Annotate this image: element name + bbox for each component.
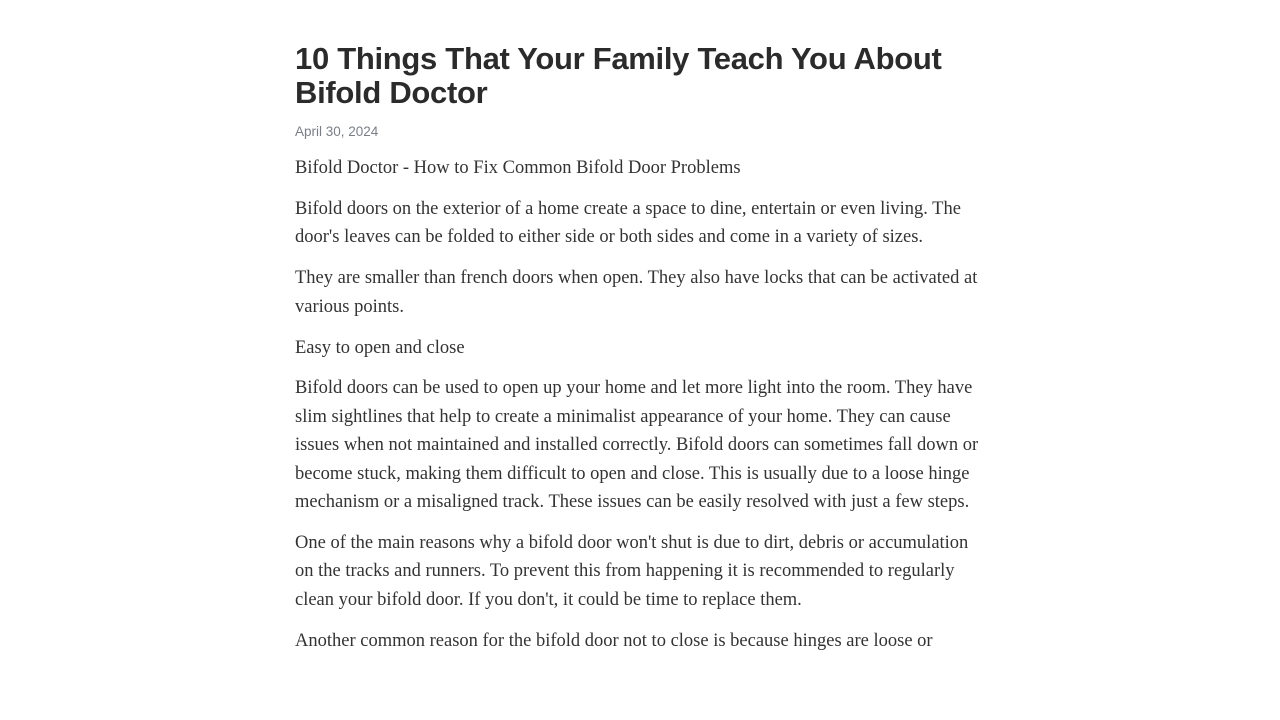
paragraph: One of the main reasons why a bifold door won't shut is due to dirt, debris or accumulation on the tracks and runners. To prevent this from happening it is recommended to regularly clean your bifold door. If you don't, it could be time to replace them. bbox=[295, 532, 969, 610]
paragraph-subtitle: Bifold Doctor - How to Fix Common Bifold Door Problems bbox=[295, 158, 741, 178]
article-title: 10 Things That Your Family Teach You About Bifold Doctor bbox=[295, 41, 942, 110]
paragraph-heading: Easy to open and close bbox=[295, 337, 465, 358]
paragraph: They are smaller than french doors when open. They also have locks that can be activated at various points. bbox=[295, 268, 978, 317]
article bbox=[295, 40, 990, 668]
paragraph: Bifold doors on the exterior of a home create a space to dine, entertain or even living. The door's leaves can be folded to either side or both sides and come in a variety of sizes. bbox=[295, 198, 961, 248]
article-body bbox=[295, 154, 990, 655]
paragraph: Bifold doors can be used to open up your home and let more light into the room. They have slim sightlines that help to create a minimalist appearance of your home. They can cause issues when not maintained and installed correctly. Bifold doors can sometimes fall down or become stuck, making them difficult to open and close. This is usually due to a loose hinge mechanism or a misaligned track. These issues can be easily resolved with just a few steps. bbox=[295, 378, 979, 513]
publish-date: April 30, 2024 bbox=[295, 124, 379, 139]
paragraph: Another common reason for the bifold door not to close is because hinges are loose or bbox=[295, 630, 933, 651]
